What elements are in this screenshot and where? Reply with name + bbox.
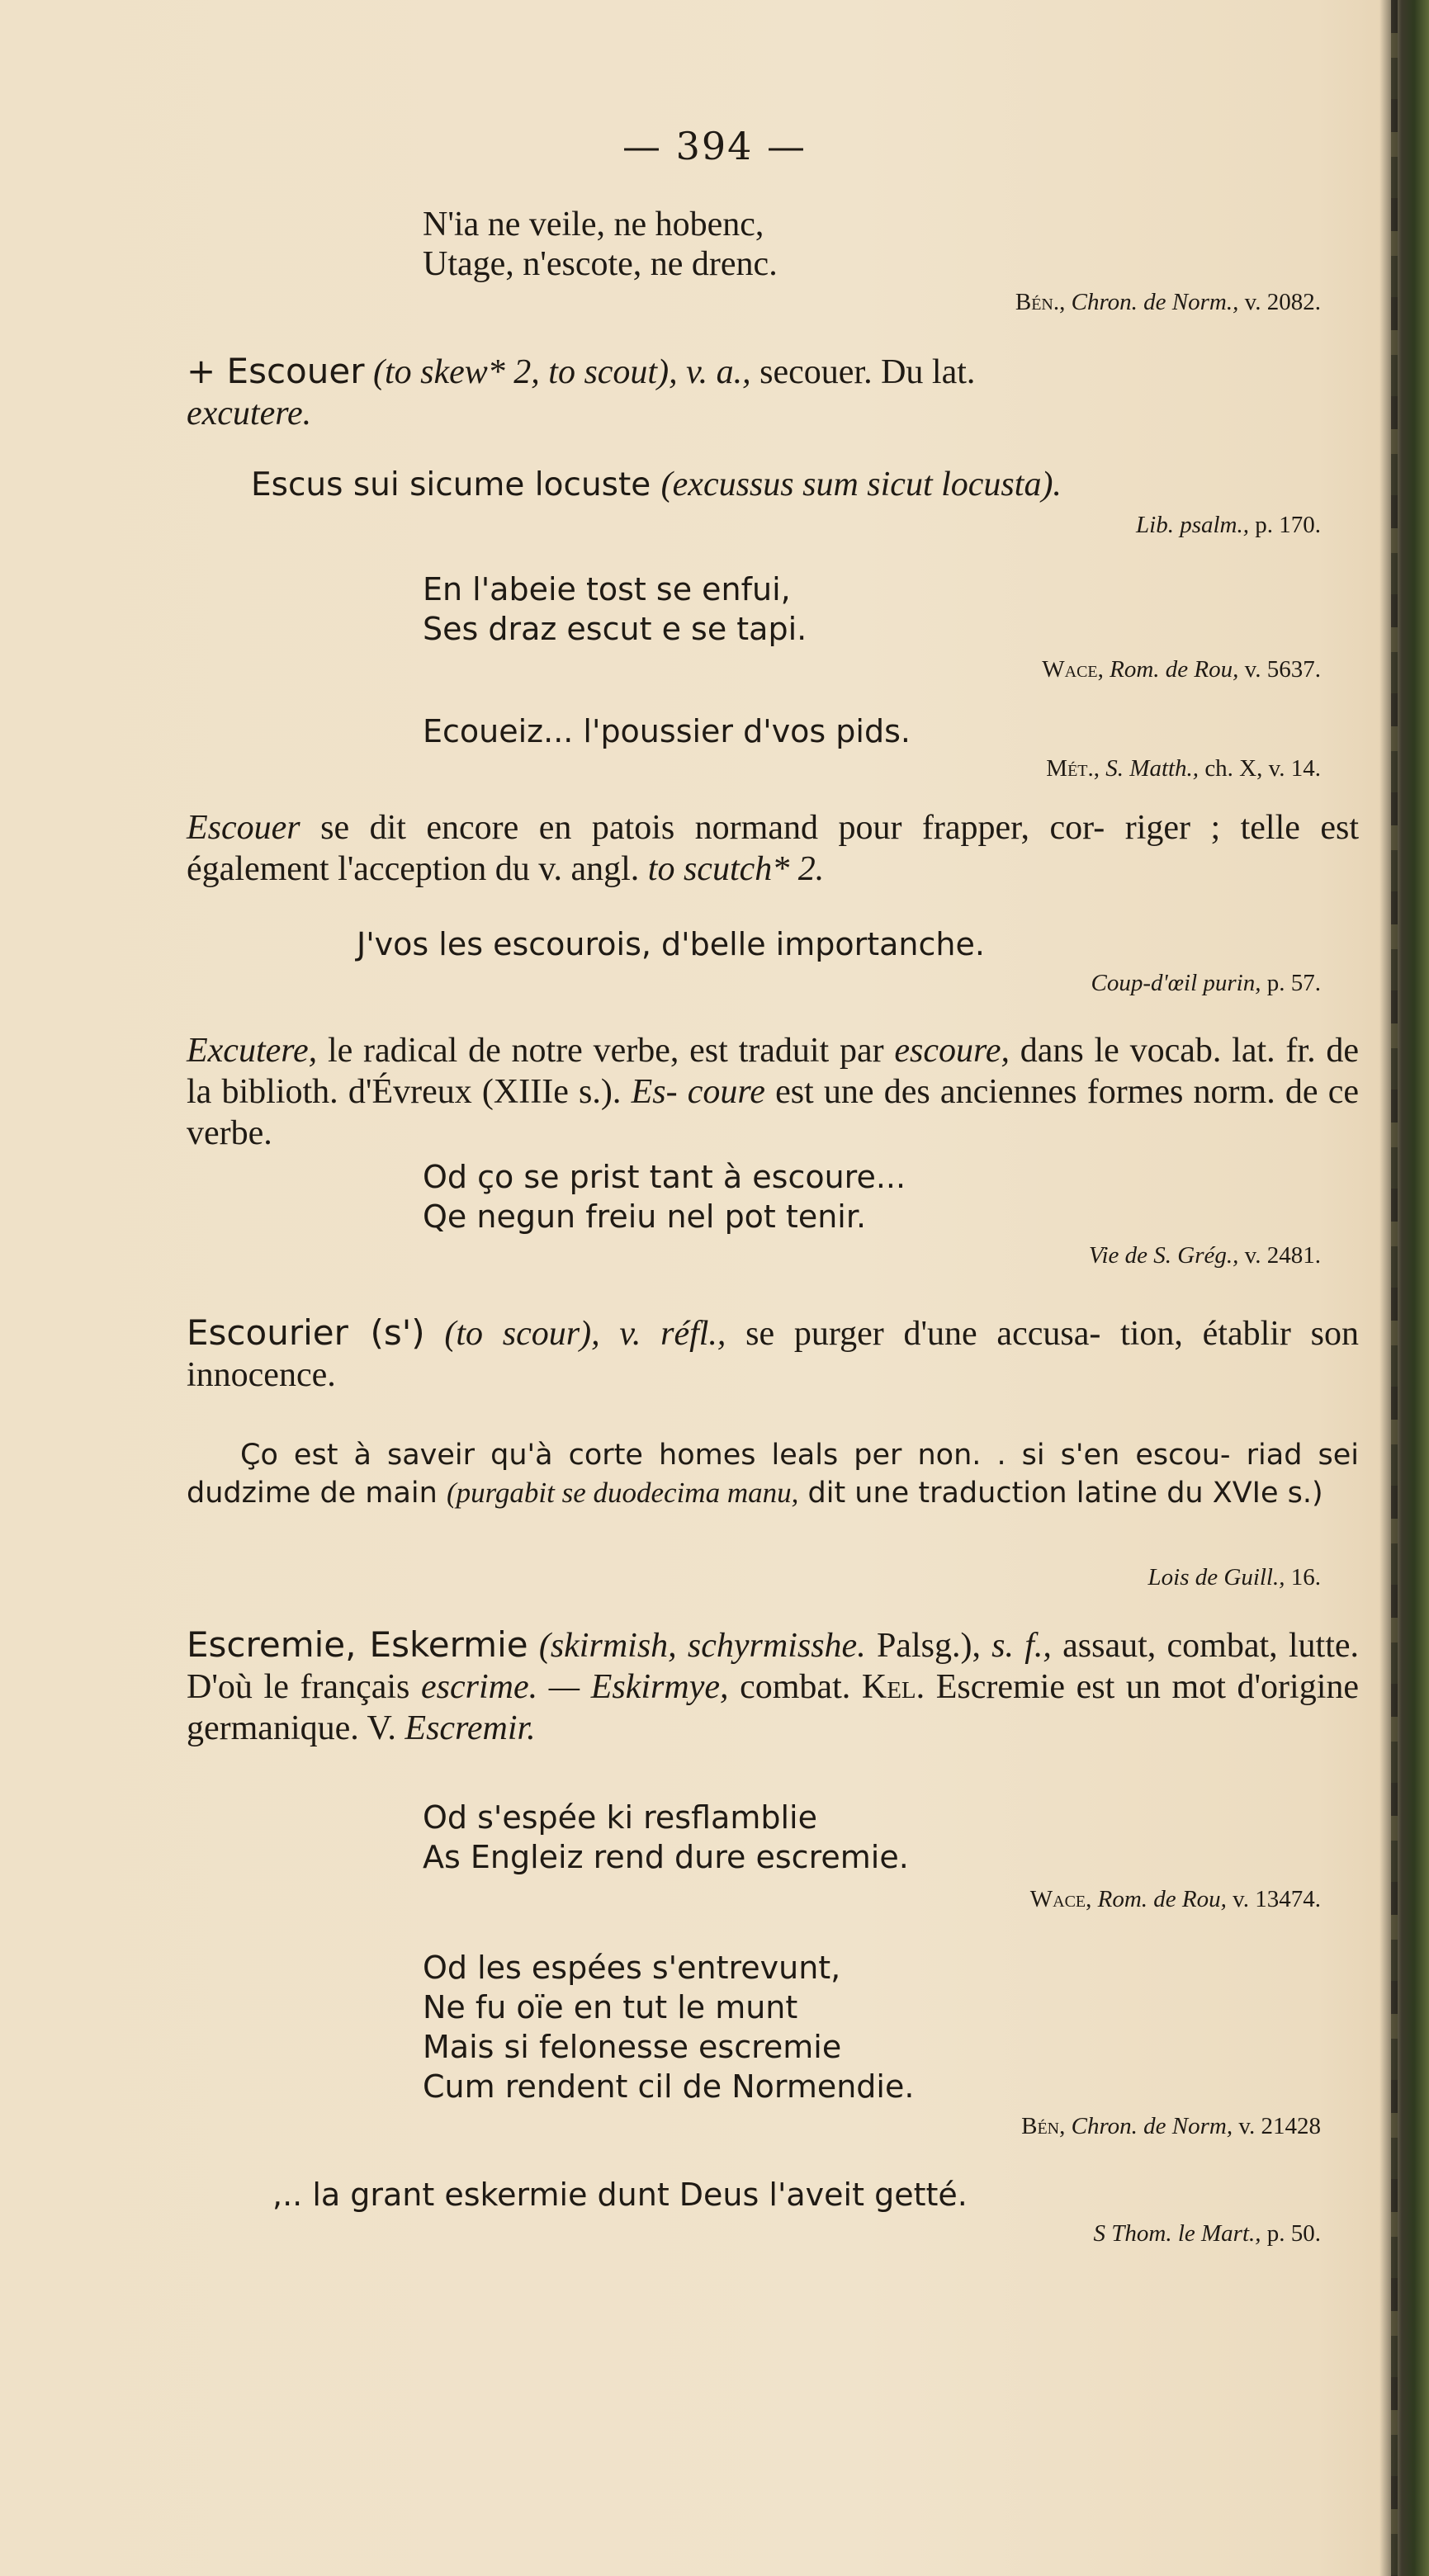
verse-line: Utage, n'escote, ne drenc. bbox=[423, 245, 778, 283]
entry-definition: se purger d'une accusa- bbox=[745, 1315, 1101, 1353]
quote-paragraph bbox=[187, 1436, 1359, 1512]
citation-ref: v. 5637. bbox=[1244, 656, 1321, 683]
entry-etymology: (to scour), bbox=[444, 1315, 600, 1353]
entry-etymology: (skirmish, schyrmisshe. bbox=[538, 1627, 866, 1665]
citation-author: Bén., bbox=[1015, 289, 1066, 315]
entry-latin: excutere. bbox=[187, 395, 312, 432]
term: escoure, bbox=[894, 1032, 1010, 1070]
citation bbox=[248, 289, 1321, 316]
verse-block bbox=[272, 2175, 968, 2214]
citation bbox=[248, 656, 1321, 683]
citation bbox=[248, 970, 1321, 997]
citation-title: Lib. psalm., bbox=[1136, 512, 1249, 538]
entry-escourier bbox=[187, 1312, 1359, 1396]
citation-title: Vie de S. Grég., bbox=[1088, 1242, 1239, 1269]
citation bbox=[248, 1886, 1321, 1913]
term: — Eskirmye, bbox=[548, 1668, 729, 1706]
citation-author: Wace, bbox=[1042, 656, 1104, 683]
citation-ref: p. 50. bbox=[1266, 2220, 1321, 2247]
verse-block bbox=[357, 924, 985, 964]
verse-line: Od les espées s'entrevunt, bbox=[423, 1950, 841, 1986]
quote-latin: (excussus sum sicut locusta). bbox=[660, 466, 1062, 503]
term: Escouer bbox=[187, 809, 300, 847]
citation bbox=[248, 2220, 1321, 2248]
citation-ref: ch. X, v. 14. bbox=[1204, 755, 1321, 782]
quote-text: riad sei dudzime de main bbox=[187, 1439, 1359, 1510]
term: Excutere, bbox=[187, 1032, 318, 1070]
verse-block bbox=[423, 1798, 909, 1877]
entry-etymology: (to skew* 2, to scout), bbox=[372, 353, 678, 391]
entry-definition: tion, établir son innocence. bbox=[187, 1315, 1359, 1394]
term: to scutch* 2. bbox=[647, 850, 825, 888]
verse-block bbox=[423, 1948, 914, 2106]
source-abbrev: Kel. bbox=[861, 1668, 925, 1706]
entry-source: Palsg.), bbox=[876, 1627, 981, 1665]
entry-definition: secouer. Du lat. bbox=[759, 353, 976, 391]
entry-definition: assaut, combat, lutte. D'où le français bbox=[187, 1627, 1360, 1706]
citation bbox=[248, 2113, 1321, 2140]
verse-line: Ne fu oïe en tut le munt bbox=[423, 1989, 798, 2025]
verse-line: Cum rendent cil de Normendie. bbox=[423, 2068, 915, 2105]
term: escrime. bbox=[421, 1668, 538, 1706]
citation bbox=[248, 1242, 1321, 1269]
entry-escouer bbox=[187, 351, 1359, 434]
verse-line: ,.. la grant eskermie dunt Deus l'aveit getté. bbox=[272, 2177, 968, 2213]
text: dans le vocab. lat. fr. de la biblioth. d'Évreux (XIIIe s.). bbox=[187, 1032, 1360, 1111]
paragraph bbox=[187, 807, 1359, 890]
quote-text: dit une bbox=[807, 1477, 910, 1510]
citation-title: Lois de Guill., bbox=[1147, 1564, 1285, 1591]
quote-text: traduction latine du XVIe s.) bbox=[918, 1477, 1323, 1510]
verse-block bbox=[423, 205, 778, 284]
citation-ref: v. 2082. bbox=[1244, 289, 1321, 315]
citation-ref: v. 2481. bbox=[1244, 1242, 1321, 1269]
citation-ref: 16. bbox=[1290, 1564, 1321, 1591]
verse-block bbox=[423, 1157, 906, 1236]
citation-ref: p. 170. bbox=[1255, 512, 1321, 538]
citation-author: Wace, bbox=[1029, 1886, 1092, 1912]
quote-text: Ço est à saveir qu'à corte homes leals per non. . si s'en escou- bbox=[240, 1439, 1231, 1472]
entry-grammar: s. f., bbox=[991, 1627, 1052, 1665]
verse-line: N'ia ne veile, ne hobenc, bbox=[423, 206, 764, 243]
citation bbox=[248, 512, 1321, 539]
verse-line: As Engleiz rend dure escremie. bbox=[423, 1839, 909, 1875]
citation-title: Chron. de Norm, bbox=[1071, 2113, 1233, 2139]
verse-line: J'vos les escourois, d'belle importanche. bbox=[357, 926, 985, 962]
entry-grammar: v. a., bbox=[686, 353, 751, 391]
page-edge-texture bbox=[1391, 0, 1398, 2576]
verse-block bbox=[423, 711, 911, 751]
verse-line: Qe negun freiu nel pot tenir. bbox=[423, 1198, 867, 1235]
quote-text: Escus sui sicume locuste bbox=[251, 466, 651, 503]
verse-line: Ses draz escut e se tapi. bbox=[423, 611, 807, 647]
text: V. bbox=[367, 1709, 396, 1747]
entry-grammar: v. réfl., bbox=[619, 1315, 726, 1353]
citation-author: Bén, bbox=[1021, 2113, 1066, 2139]
cross-reference: Escremir. bbox=[405, 1709, 536, 1747]
citation-title: Chron. de Norm., bbox=[1071, 289, 1239, 315]
text: riger ; telle est également l'acception du v. angl. bbox=[187, 809, 1360, 888]
verse-line: En l'abeie tost se enfui, bbox=[423, 571, 791, 607]
quote-line bbox=[251, 464, 1062, 506]
entry-headword: Escremie, Eskermie bbox=[187, 1624, 528, 1665]
citation-ref: v. 13474. bbox=[1233, 1886, 1321, 1912]
citation-title: S. Matth., bbox=[1105, 755, 1200, 782]
citation-title: Rom. de Rou, bbox=[1097, 1886, 1227, 1912]
verse-line: Mais si felonesse escremie bbox=[423, 2029, 842, 2065]
quote-latin: (purgabit se duodecima manu, bbox=[446, 1477, 799, 1509]
citation bbox=[248, 1564, 1321, 1591]
term: Es- bbox=[631, 1073, 678, 1111]
entry-headword: + Escouer bbox=[187, 351, 365, 391]
entry-escremie bbox=[187, 1624, 1359, 1749]
text: combat. bbox=[740, 1668, 851, 1706]
text: Escremie est un mot d'origine germanique. bbox=[187, 1668, 1360, 1747]
text: le radical de notre verbe, est traduit par bbox=[327, 1032, 884, 1070]
citation bbox=[248, 755, 1321, 782]
verse-line: Od ço se prist tant à escoure... bbox=[423, 1159, 906, 1195]
citation-title: Rom. de Rou, bbox=[1110, 656, 1239, 683]
page-edge-shadow bbox=[1379, 0, 1429, 2576]
verse-block bbox=[423, 570, 807, 649]
text: est une des anciennes formes norm. de ce verbe. bbox=[187, 1073, 1360, 1152]
term: coure bbox=[687, 1073, 765, 1111]
page-number: — 394 — bbox=[622, 124, 807, 168]
citation-ref: p. 57. bbox=[1266, 970, 1321, 996]
verse-line: Od s'espée ki resflamblie bbox=[423, 1799, 817, 1836]
citation-title: S Thom. le Mart., bbox=[1093, 2220, 1261, 2247]
text: se dit encore en patois normand pour frapper, cor- bbox=[320, 809, 1105, 847]
citation-author: Mét., bbox=[1046, 755, 1100, 782]
entry-headword: Escourier (s') bbox=[187, 1312, 425, 1353]
verse-line: Ecoueiz... l'poussier d'vos pids. bbox=[423, 713, 911, 749]
paragraph bbox=[187, 1030, 1359, 1154]
citation-title: Coup-d'œil purin, bbox=[1091, 970, 1261, 996]
citation-ref: v. 21428 bbox=[1238, 2113, 1321, 2139]
